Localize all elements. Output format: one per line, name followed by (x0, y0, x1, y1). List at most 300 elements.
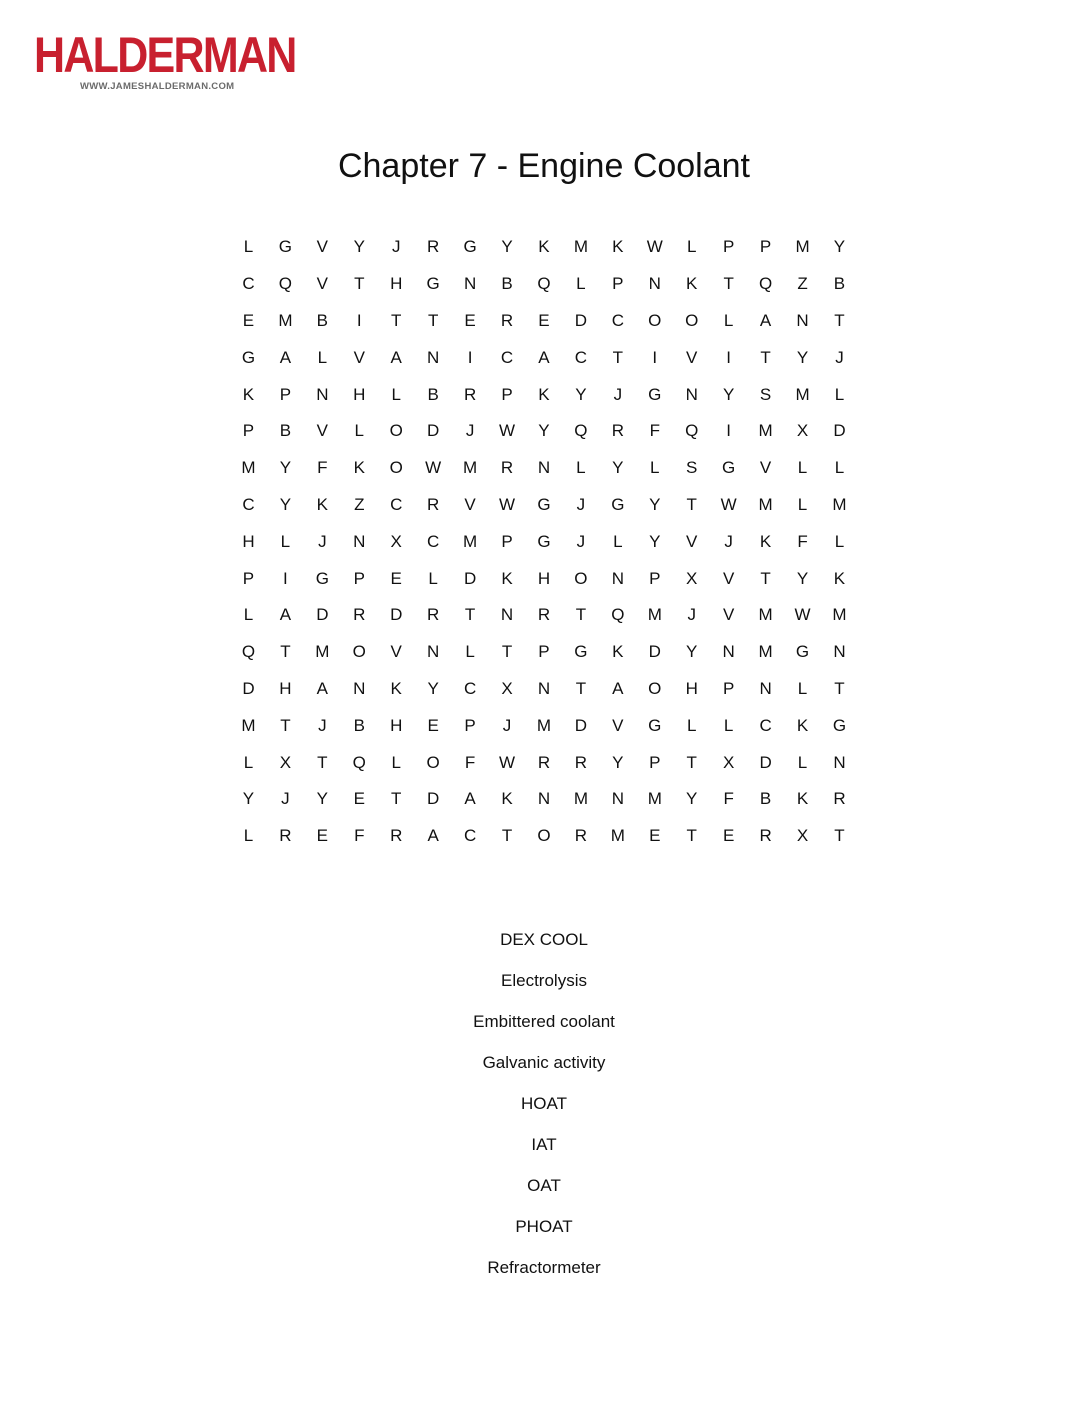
grid-letter: T (575, 678, 587, 698)
grid-letter: B (501, 274, 513, 294)
grid-letter: T (760, 568, 771, 588)
grid-letter: P (353, 568, 365, 588)
grid-letter: I (356, 310, 362, 330)
grid-letter: N (537, 458, 551, 478)
grid-letter: G (648, 384, 662, 404)
word-search-grid (230, 229, 858, 855)
grid-letter: V (316, 237, 329, 257)
grid-letter: R (427, 605, 440, 625)
grid-letter: T (686, 494, 697, 514)
grid-letter: L (797, 678, 808, 698)
grid-letter: B (316, 310, 329, 330)
grid-letter: T (612, 347, 624, 367)
grid-letter: X (390, 531, 402, 551)
grid-letter: N (611, 789, 624, 809)
grid-letter: T (391, 789, 402, 809)
page-title: Chapter 7 - Engine Coolant (337, 147, 751, 185)
grid-letter: P (538, 642, 550, 662)
grid-letter: T (464, 605, 476, 625)
grid-letter: O (352, 642, 366, 662)
word-list-item: DEX COOL (500, 930, 588, 949)
grid-letter: Y (279, 494, 292, 514)
grid-letter: T (760, 347, 771, 367)
grid-letter: Y (649, 531, 661, 551)
grid-letter: N (500, 605, 514, 625)
grid-letter: I (652, 347, 658, 367)
word-list (0, 926, 1088, 1295)
grid-row (230, 744, 858, 781)
grid-letter: G (463, 237, 477, 257)
grid-letter: Q (611, 605, 625, 625)
grid-letter: W (499, 494, 516, 514)
grid-letter: L (797, 752, 808, 772)
grid-letter: N (796, 310, 809, 330)
grid-letter: D (242, 678, 255, 698)
grid-letter: D (390, 605, 403, 625)
grid-letter: O (574, 568, 588, 588)
word-list-item: HOAT (521, 1094, 567, 1113)
grid-letter: T (354, 274, 365, 294)
grid-row (230, 487, 858, 524)
grid-letter: D (427, 789, 440, 809)
grid-letter: D (316, 605, 329, 625)
grid-letter: J (281, 789, 290, 809)
grid-letter: L (243, 237, 254, 257)
grid-letter: E (316, 826, 329, 846)
logo-website-url: WWW.JAMESHALDERMAN.COM (80, 81, 235, 92)
grid-letter: P (464, 715, 476, 735)
grid-row (230, 671, 858, 708)
grid-letter: N (685, 384, 698, 404)
word-list-item: Embittered coolant (473, 1012, 615, 1031)
grid-letter: C (242, 274, 255, 294)
grid-letter: V (759, 458, 772, 478)
grid-letter: D (759, 752, 772, 772)
grid-letter: V (390, 642, 402, 662)
grid-row (230, 376, 858, 413)
grid-letter: X (279, 752, 292, 772)
grid-letter: K (316, 494, 329, 514)
grid-letter: M (647, 605, 662, 625)
grid-letter: E (390, 568, 402, 588)
grid-letter: P (722, 678, 735, 698)
grid-letter: R (463, 384, 477, 404)
grid-row (230, 413, 858, 450)
grid-letter: L (391, 384, 401, 404)
grid-letter: X (796, 421, 809, 441)
grid-letter: K (501, 789, 513, 809)
grid-letter: Z (354, 494, 365, 514)
grid-letter: L (354, 421, 365, 441)
grid-letter: C (390, 494, 403, 514)
grid-letter: A (538, 347, 550, 367)
grid-letter: M (758, 494, 773, 514)
grid-letter: T (427, 310, 439, 330)
grid-letter: W (794, 605, 811, 625)
grid-letter: V (464, 494, 476, 514)
grid-letter: W (499, 752, 516, 772)
grid-row (230, 303, 858, 340)
grid-letter: Y (649, 494, 661, 514)
grid-letter: C (427, 531, 440, 551)
grid-letter: P (242, 421, 255, 441)
grid-letter: M (573, 237, 588, 257)
grid-letter: K (242, 384, 255, 404)
grid-letter: H (685, 678, 698, 698)
grid-row (230, 266, 858, 303)
grid-row (230, 523, 858, 560)
grid-letter: D (648, 642, 661, 662)
grid-letter: G (574, 642, 588, 662)
grid-letter: Q (574, 421, 588, 441)
grid-letter: C (463, 678, 477, 698)
grid-letter: I (726, 421, 732, 441)
grid-row (230, 818, 858, 855)
grid-letter: N (537, 678, 551, 698)
grid-letter: R (427, 494, 440, 514)
word-list-item: Electrolysis (501, 971, 587, 990)
grid-letter: V (316, 274, 329, 294)
logo-brand-name: HALDERMAN (34, 27, 296, 83)
grid-letter: S (759, 384, 772, 404)
grid-letter: E (722, 826, 735, 846)
grid-letter: N (427, 347, 440, 367)
grid-letter: T (280, 642, 291, 662)
grid-letter: E (649, 826, 661, 846)
grid-letter: A (390, 347, 402, 367)
grid-letter: H (537, 568, 551, 588)
grid-letter: O (389, 421, 403, 441)
grid-letter: V (316, 421, 329, 441)
grid-letter: O (648, 310, 662, 330)
grid-letter: Q (758, 274, 773, 294)
grid-letter: C (463, 826, 477, 846)
grid-letter: F (464, 752, 476, 772)
grid-letter: L (428, 568, 438, 588)
grid-letter: Y (279, 458, 292, 478)
grid-letter: D (833, 421, 846, 441)
grid-letter: R (279, 826, 292, 846)
grid-letter: R (537, 605, 551, 625)
grid-letter: M (463, 458, 478, 478)
grid-letter: T (686, 826, 697, 846)
grid-letter: G (795, 642, 810, 662)
grid-letter: N (833, 642, 846, 662)
grid-row (230, 339, 858, 376)
grid-letter: C (759, 715, 772, 735)
grid-row (230, 597, 858, 634)
grid-letter: H (390, 274, 403, 294)
grid-letter: L (686, 237, 697, 257)
grid-letter: Y (538, 421, 550, 441)
grid-letter: K (833, 568, 846, 588)
grid-letter: G (832, 715, 847, 735)
grid-letter: R (500, 310, 514, 330)
grid-letter: L (576, 458, 586, 478)
grid-letter: N (353, 531, 366, 551)
grid-letter: X (722, 752, 735, 772)
grid-letter: M (315, 642, 330, 662)
grid-letter: L (834, 384, 845, 404)
grid-letter: T (723, 274, 734, 294)
grid-letter: L (317, 347, 328, 367)
grid-row (230, 229, 858, 266)
grid-letter: V (686, 347, 698, 367)
grid-letter: C (611, 310, 624, 330)
grid-letter: V (686, 531, 698, 551)
grid-letter: R (537, 752, 551, 772)
grid-letter: M (463, 531, 478, 551)
grid-letter: Y (501, 237, 513, 257)
grid-letter: R (390, 826, 403, 846)
grid-letter: R (500, 458, 514, 478)
grid-letter: Q (537, 274, 551, 294)
grid-letter: T (501, 642, 513, 662)
grid-letter: B (279, 421, 292, 441)
grid-letter: K (538, 384, 550, 404)
grid-letter: Y (686, 642, 698, 662)
grid-letter: N (427, 642, 440, 662)
grid-letter: B (759, 789, 772, 809)
grid-letter: Q (352, 752, 366, 772)
grid-letter: Y (612, 752, 624, 772)
grid-row (230, 634, 858, 671)
grid-letter: G (648, 715, 662, 735)
grid-letter: P (649, 752, 661, 772)
grid-letter: I (726, 347, 732, 367)
grid-letter: F (354, 826, 365, 846)
grid-letter: J (687, 605, 696, 625)
grid-letter: L (465, 642, 475, 662)
grid-letter: G (278, 237, 293, 257)
grid-letter: H (390, 715, 403, 735)
grid-letter: L (723, 715, 734, 735)
grid-letter: Y (796, 568, 809, 588)
grid-letter: X (501, 678, 513, 698)
grid-letter: T (317, 752, 328, 772)
grid-letter: J (835, 347, 844, 367)
grid-row (230, 450, 858, 487)
grid-letter: O (648, 678, 662, 698)
grid-letter: L (243, 752, 254, 772)
grid-letter: R (611, 421, 624, 441)
grid-letter: L (797, 458, 808, 478)
grid-letter: K (353, 458, 365, 478)
grid-letter: Y (353, 237, 365, 257)
grid-letter: E (464, 310, 476, 330)
grid-letter: L (576, 274, 586, 294)
grid-letter: L (613, 531, 623, 551)
grid-letter: N (353, 678, 366, 698)
grid-letter: R (833, 789, 846, 809)
grid-letter: A (279, 605, 292, 625)
grid-letter: P (279, 384, 292, 404)
grid-letter: J (576, 494, 586, 514)
grid-letter: F (317, 458, 328, 478)
grid-letter: H (279, 678, 292, 698)
grid-letter: R (574, 752, 588, 772)
grid-letter: L (650, 458, 660, 478)
grid-letter: C (574, 347, 588, 367)
grid-letter: K (390, 678, 402, 698)
grid-letter: Y (575, 384, 587, 404)
grid-letter: A (316, 678, 329, 698)
grid-letter: P (722, 237, 735, 257)
grid-letter: E (242, 310, 255, 330)
grid-letter: L (723, 310, 734, 330)
grid-letter: M (795, 237, 810, 257)
grid-letter: F (797, 531, 808, 551)
grid-letter: V (722, 568, 735, 588)
word-list-item: IAT (531, 1135, 557, 1154)
grid-letter: O (537, 826, 551, 846)
grid-letter: D (427, 421, 440, 441)
grid-letter: H (242, 531, 255, 551)
grid-letter: G (537, 494, 551, 514)
grid-letter: A (612, 678, 624, 698)
grid-letter: K (538, 237, 550, 257)
grid-letter: P (501, 531, 513, 551)
grid-letter: L (834, 531, 845, 551)
grid-row (230, 707, 858, 744)
grid-letter: D (574, 715, 588, 735)
grid-letter: Y (242, 789, 255, 809)
grid-letter: P (612, 274, 624, 294)
grid-row (230, 781, 858, 818)
word-list-item: Refractormeter (487, 1258, 601, 1277)
grid-letter: L (686, 715, 697, 735)
grid-letter: N (759, 678, 772, 698)
grid-letter: J (502, 715, 512, 735)
grid-letter: W (720, 494, 737, 514)
grid-letter: G (315, 568, 329, 588)
grid-letter: D (574, 310, 588, 330)
grid-letter: M (758, 421, 773, 441)
grid-letter: B (833, 274, 846, 294)
grid-letter: Y (796, 347, 809, 367)
grid-letter: K (686, 274, 698, 294)
grid-letter: A (464, 789, 476, 809)
grid-letter: G (426, 274, 440, 294)
grid-letter: G (722, 458, 736, 478)
grid-letter: P (649, 568, 661, 588)
grid-letter: L (280, 531, 291, 551)
halderman-logo (34, 27, 296, 92)
grid-letter: S (686, 458, 698, 478)
grid-letter: T (280, 715, 291, 735)
grid-letter: K (796, 715, 809, 735)
grid-letter: R (574, 826, 588, 846)
grid-letter: T (834, 826, 845, 846)
grid-letter: N (463, 274, 477, 294)
grid-letter: X (796, 826, 809, 846)
grid-letter: W (425, 458, 442, 478)
grid-letter: T (501, 826, 513, 846)
grid-letter: E (353, 789, 365, 809)
grid-letter: T (834, 310, 845, 330)
grid-letter: L (243, 826, 254, 846)
word-list-item: PHOAT (515, 1217, 573, 1236)
grid-letter: Y (427, 678, 439, 698)
word-list-item: Galvanic activity (482, 1053, 606, 1072)
grid-letter: Y (686, 789, 698, 809)
grid-letter: J (576, 531, 586, 551)
grid-letter: N (833, 752, 846, 772)
grid-letter: P (501, 384, 513, 404)
grid-letter: T (391, 310, 402, 330)
grid-letter: M (795, 384, 810, 404)
grid-letter: C (242, 494, 255, 514)
grid-letter: V (722, 605, 735, 625)
grid-letter: Y (722, 384, 735, 404)
grid-letter: D (463, 568, 477, 588)
grid-letter: G (241, 347, 256, 367)
grid-letter: A (759, 310, 772, 330)
grid-letter: C (500, 347, 514, 367)
grid-letter: O (685, 310, 699, 330)
grid-letter: W (646, 237, 663, 257)
grid-letter: L (834, 458, 845, 478)
grid-letter: K (612, 642, 624, 662)
grid-letter: G (611, 494, 625, 514)
grid-letter: B (427, 384, 439, 404)
grid-letter: J (613, 384, 623, 404)
grid-letter: V (353, 347, 365, 367)
grid-letter: J (465, 421, 475, 441)
grid-letter: M (610, 826, 625, 846)
grid-letter: K (501, 568, 513, 588)
grid-letter: O (426, 752, 440, 772)
grid-letter: Y (833, 237, 846, 257)
grid-letter: R (353, 605, 366, 625)
grid-letter: J (391, 237, 401, 257)
grid-letter: M (758, 642, 773, 662)
grid-letter: Y (612, 458, 624, 478)
grid-letter: I (283, 568, 288, 588)
grid-letter: M (278, 310, 293, 330)
grid-letter: N (316, 384, 329, 404)
grid-letter: L (243, 605, 254, 625)
grid-letter: L (391, 752, 401, 772)
grid-letter: A (279, 347, 292, 367)
word-list-item: OAT (527, 1176, 561, 1195)
grid-letter: M (758, 605, 773, 625)
grid-letter: Q (241, 642, 256, 662)
grid-letter: Q (685, 421, 699, 441)
grid-letter: M (832, 605, 847, 625)
grid-letter: H (353, 384, 366, 404)
grid-letter: N (611, 568, 624, 588)
grid-letter: O (389, 458, 403, 478)
grid-letter: M (647, 789, 662, 809)
grid-letter: L (797, 494, 808, 514)
grid-letter: T (686, 752, 697, 772)
grid-letter: M (536, 715, 552, 735)
grid-letter: R (759, 826, 772, 846)
grid-letter: J (724, 531, 733, 551)
grid-letter: T (834, 678, 845, 698)
grid-letter: J (318, 531, 327, 551)
grid-letter: E (427, 715, 439, 735)
grid-letter: F (649, 421, 660, 441)
grid-letter: R (427, 237, 440, 257)
grid-letter: Z (797, 274, 808, 294)
grid-letter: B (353, 715, 365, 735)
grid-letter: P (759, 237, 772, 257)
grid-letter: M (832, 494, 847, 514)
grid-letter: E (538, 310, 550, 330)
grid-letter: A (427, 826, 439, 846)
